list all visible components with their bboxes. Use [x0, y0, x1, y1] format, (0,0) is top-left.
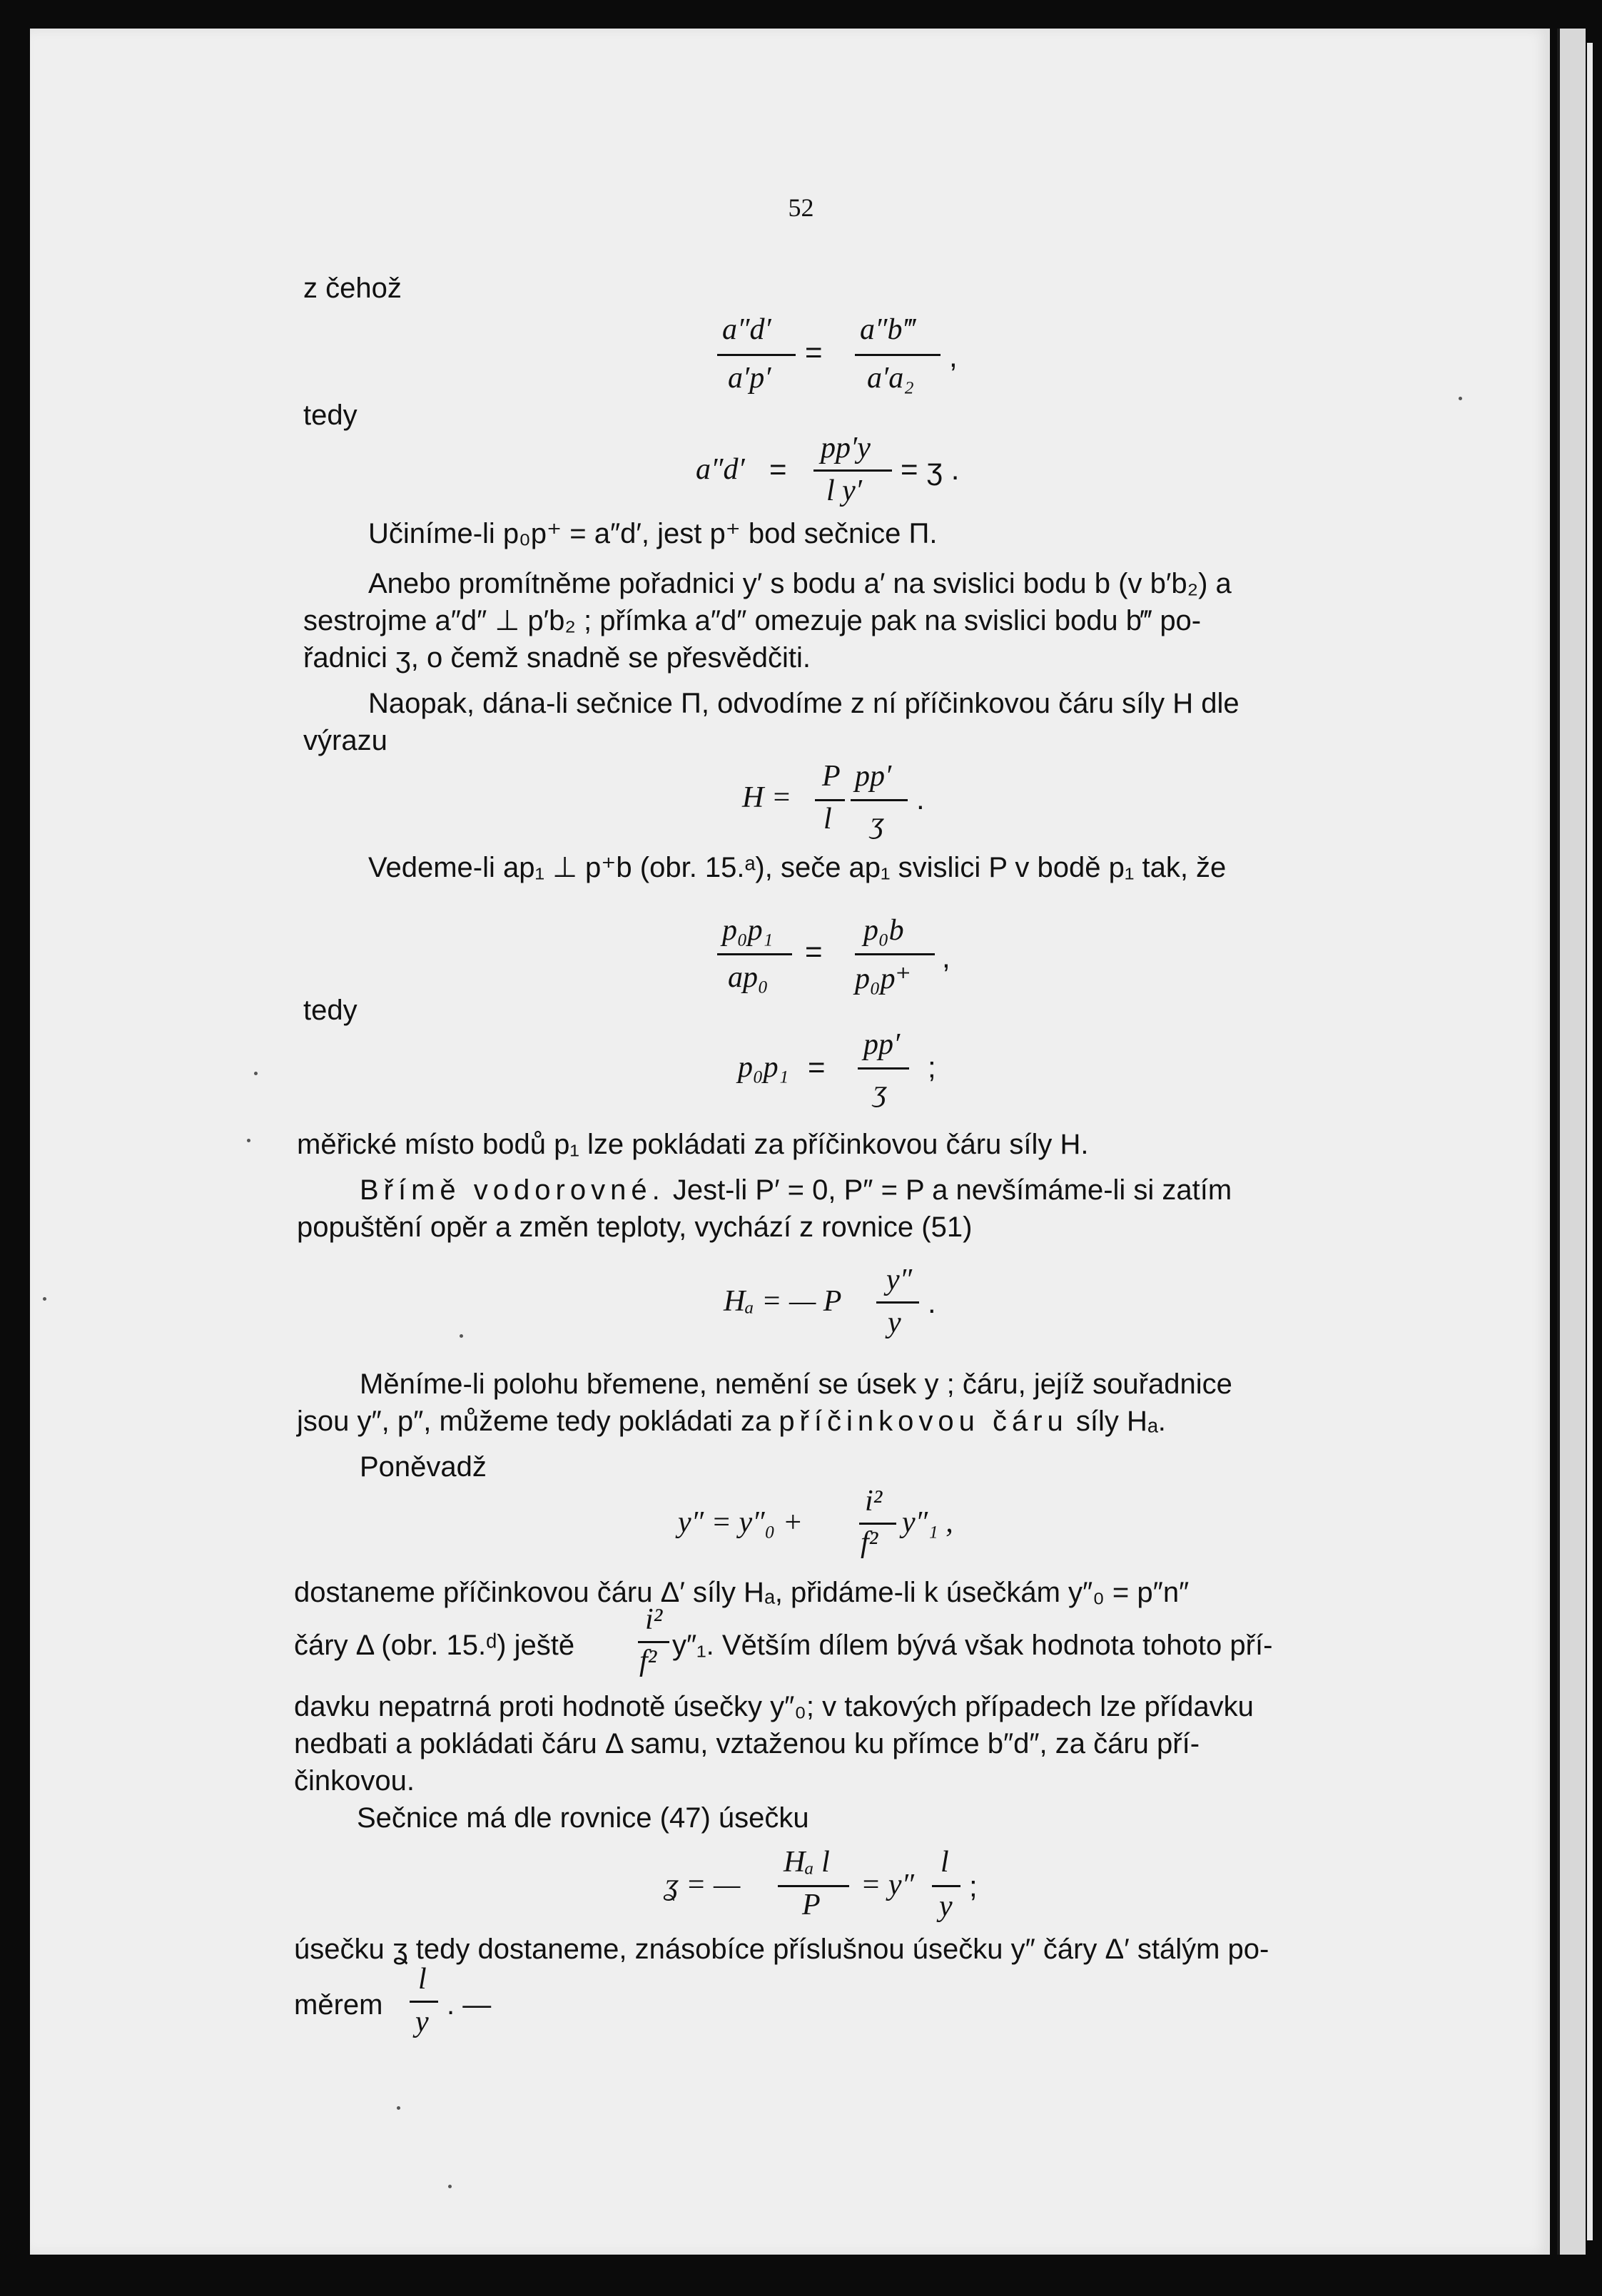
- eq2-bar: [813, 469, 892, 472]
- eq6-tail: .: [928, 1286, 936, 1319]
- eq2-left: a″d′: [696, 453, 745, 486]
- eq2-den: l y′: [826, 474, 862, 507]
- paragraph-7-line-2a: jsou y″, p″, můžeme tedy pokládati za: [297, 1406, 779, 1437]
- eq8-den-2: y: [939, 1890, 953, 1923]
- eq6-num: y″: [886, 1264, 913, 1296]
- eq4-num-left: p₀p₁: [722, 914, 774, 947]
- eq5-den: ʒ: [873, 1075, 887, 1108]
- eq1-num-right: a″b‴: [860, 313, 916, 346]
- section-heading-bremene: Břímě vodorovné.: [360, 1174, 665, 1206]
- paragraph-2-line-2: sestrojme a″d″ ⊥ p′b₂ ; přímka a″d″ omezuje pak na svislici bodu b‴ po-: [303, 605, 1202, 636]
- eq4-comma: ,: [942, 940, 950, 974]
- paragraph-9-line-4: nedbati a pokládati čáru Δ samu, vztaženou ku přímce b″d″, za čáru pří-: [294, 1728, 1200, 1759]
- paragraph-7-emphasis: příčinkovou čáru: [779, 1406, 1068, 1437]
- eq8-left: ʓ = —: [665, 1869, 741, 1901]
- eq8-tail: ;: [969, 1869, 978, 1903]
- p12-frac-den: y: [415, 2006, 429, 2038]
- paragraph-7-line-2: [297, 1403, 1166, 1440]
- eq8-num-1: Hₐ l: [784, 1846, 830, 1879]
- eq4-equals: =: [805, 935, 823, 968]
- scan-speck: [397, 2106, 400, 2110]
- eq5-bar: [858, 1067, 909, 1070]
- scan-speck: [254, 1072, 258, 1075]
- eq4-den-right: p₀p⁺: [855, 962, 911, 995]
- eq1-den-left: a′p′: [728, 362, 771, 395]
- paragraph-5: měřické místo bodů p₁ lze pokládati za příčinkovou čáru síly H.: [297, 1129, 1089, 1160]
- eq1-den-right: a′a₂: [867, 362, 914, 395]
- eq5-equals: =: [808, 1050, 826, 1084]
- eq4-bar-left: [717, 953, 792, 955]
- eq1-bar-right: [855, 354, 941, 356]
- p12-frac-num: l: [418, 1963, 427, 1996]
- eq5-num: pp′: [863, 1028, 901, 1061]
- paragraph-12-pre: měrem: [294, 1989, 383, 2021]
- label-tedy-2: tedy: [303, 995, 358, 1026]
- eq8-bar-1: [778, 1885, 849, 1887]
- eq2-equals-1: =: [769, 452, 787, 486]
- p12-frac-bar: [410, 2001, 438, 2003]
- scan-speck: [460, 1334, 463, 1338]
- eq7-left: y″ = y″₀ +: [678, 1506, 803, 1539]
- eq8-bar-2: [932, 1885, 960, 1887]
- paragraph-8: Poněvadž: [360, 1451, 487, 1483]
- paragraph-12-post: . —: [447, 1989, 492, 2021]
- eq3-den-1: l: [823, 803, 832, 835]
- eq3-num-1: P: [822, 760, 841, 793]
- eq3-bar-2: [851, 799, 908, 801]
- eq3-bar-1: [815, 799, 845, 801]
- paragraph-4: Vedeme-li ap₁ ⊥ p⁺b (obr. 15.ᵃ), seče ap₁ svislici P v bodě p₁ tak, že: [368, 852, 1227, 883]
- p9-frac-den: f²: [639, 1645, 657, 1677]
- label-z-cehoz: z čehož: [303, 273, 402, 304]
- paragraph-3-line-2: výrazu: [303, 725, 387, 756]
- paragraph-1: Učiníme-li p₀p⁺ = a″d′, jest p⁺ bod sečnice Π.: [368, 518, 938, 549]
- eq1-equals: =: [805, 335, 823, 369]
- eq4-den-left: ap₀: [728, 961, 769, 994]
- eq3-left: H =: [742, 781, 792, 814]
- eq7-num: i²: [865, 1485, 883, 1518]
- eq7-den: f²: [861, 1526, 878, 1559]
- paragraph-9-line-2a: čáry Δ (obr. 15.ᵈ) ještě: [294, 1630, 575, 1661]
- paragraph-6-line-1: [360, 1172, 1232, 1209]
- eq4-bar-right: [855, 953, 935, 955]
- paragraph-3-line-1: Naopak, dána-li sečnice Π, odvodíme z ní příčinkovou čáru síly H dle: [368, 688, 1239, 719]
- paragraph-2-line-1: Anebo promítněme pořadnici y′ s bodu a′ na svislici bodu b (v b′b₂) a: [368, 568, 1232, 599]
- eq8-num-2: l: [941, 1846, 949, 1879]
- eq2-num: pp′y: [821, 432, 871, 464]
- scan-speck: [448, 2185, 452, 2188]
- paragraph-9-line-2b: y″₁. Větším dílem bývá však hodnota tohoto pří-: [672, 1630, 1273, 1661]
- paragraph-9-line-1: dostaneme příčinkovou čáru Δ′ síly Hₐ, přidáme-li k úsečkám y″₀ = p″n″: [294, 1577, 1190, 1608]
- eq1-bar-left: [717, 354, 796, 356]
- eq3-tail: .: [916, 782, 925, 816]
- eq3-num-2: pp′: [855, 760, 892, 793]
- eq1-comma: ,: [949, 340, 958, 373]
- page-number: 52: [788, 193, 814, 222]
- scan-speck: [43, 1297, 46, 1301]
- eq5-tail: ;: [928, 1050, 936, 1084]
- paragraph-11: úsečku ʓ tedy dostaneme, znásobíce příslušnou úsečku y″ čáry Δ′ stálým po-: [294, 1934, 1269, 1965]
- eq8-den-1: P: [802, 1889, 821, 1921]
- paragraph-6-line-2: popuštění opěr a změn teploty, vychází z rovnice (51): [297, 1212, 973, 1243]
- paragraph-6-rest: Jest-li P′ = 0, P″ = P a nevšímáme-li si zatím: [664, 1174, 1232, 1206]
- label-tedy-1: tedy: [303, 400, 358, 431]
- eq6-left: Hₐ = — P: [724, 1285, 842, 1318]
- page-edge-strip: [1587, 43, 1593, 2240]
- paragraph-9-line-3: davku nepatrná proti hodnotě úsečky y″₀; v takových případech lze přídavku: [294, 1691, 1254, 1722]
- p9-frac-num: i²: [645, 1603, 663, 1636]
- eq8-mid: = y″: [861, 1869, 914, 1901]
- scan-speck: [247, 1139, 250, 1142]
- scan-speck: [1459, 397, 1462, 400]
- eq1-num-left: a″d′: [722, 313, 771, 346]
- eq7-bar: [859, 1523, 896, 1525]
- eq2-tail: = ʒ .: [901, 452, 960, 486]
- p9-frac-bar: [638, 1641, 669, 1643]
- eq5-left: p₀p₁: [738, 1051, 789, 1084]
- paragraph-9-line-5: činkovou.: [294, 1765, 415, 1797]
- paragraph-2-line-3: řadnici ʒ, o čemž snadně se přesvědčiti.: [303, 642, 811, 674]
- eq6-den: y: [888, 1306, 901, 1339]
- paragraph-7-line-2b: síly Hₐ.: [1068, 1406, 1166, 1437]
- eq6-bar: [876, 1301, 919, 1304]
- paragraph-10: Sečnice má dle rovnice (47) úsečku: [357, 1802, 809, 1834]
- eq7-right: y″₁ ,: [902, 1506, 953, 1539]
- eq4-num-right: p₀b: [863, 914, 904, 947]
- eq3-den-2: ʒ: [871, 807, 884, 840]
- page-edge: [1557, 29, 1586, 2255]
- paragraph-7-line-1: Měníme-li polohu břemene, nemění se úsek y ; čáru, jejíž souřadnice: [360, 1368, 1232, 1400]
